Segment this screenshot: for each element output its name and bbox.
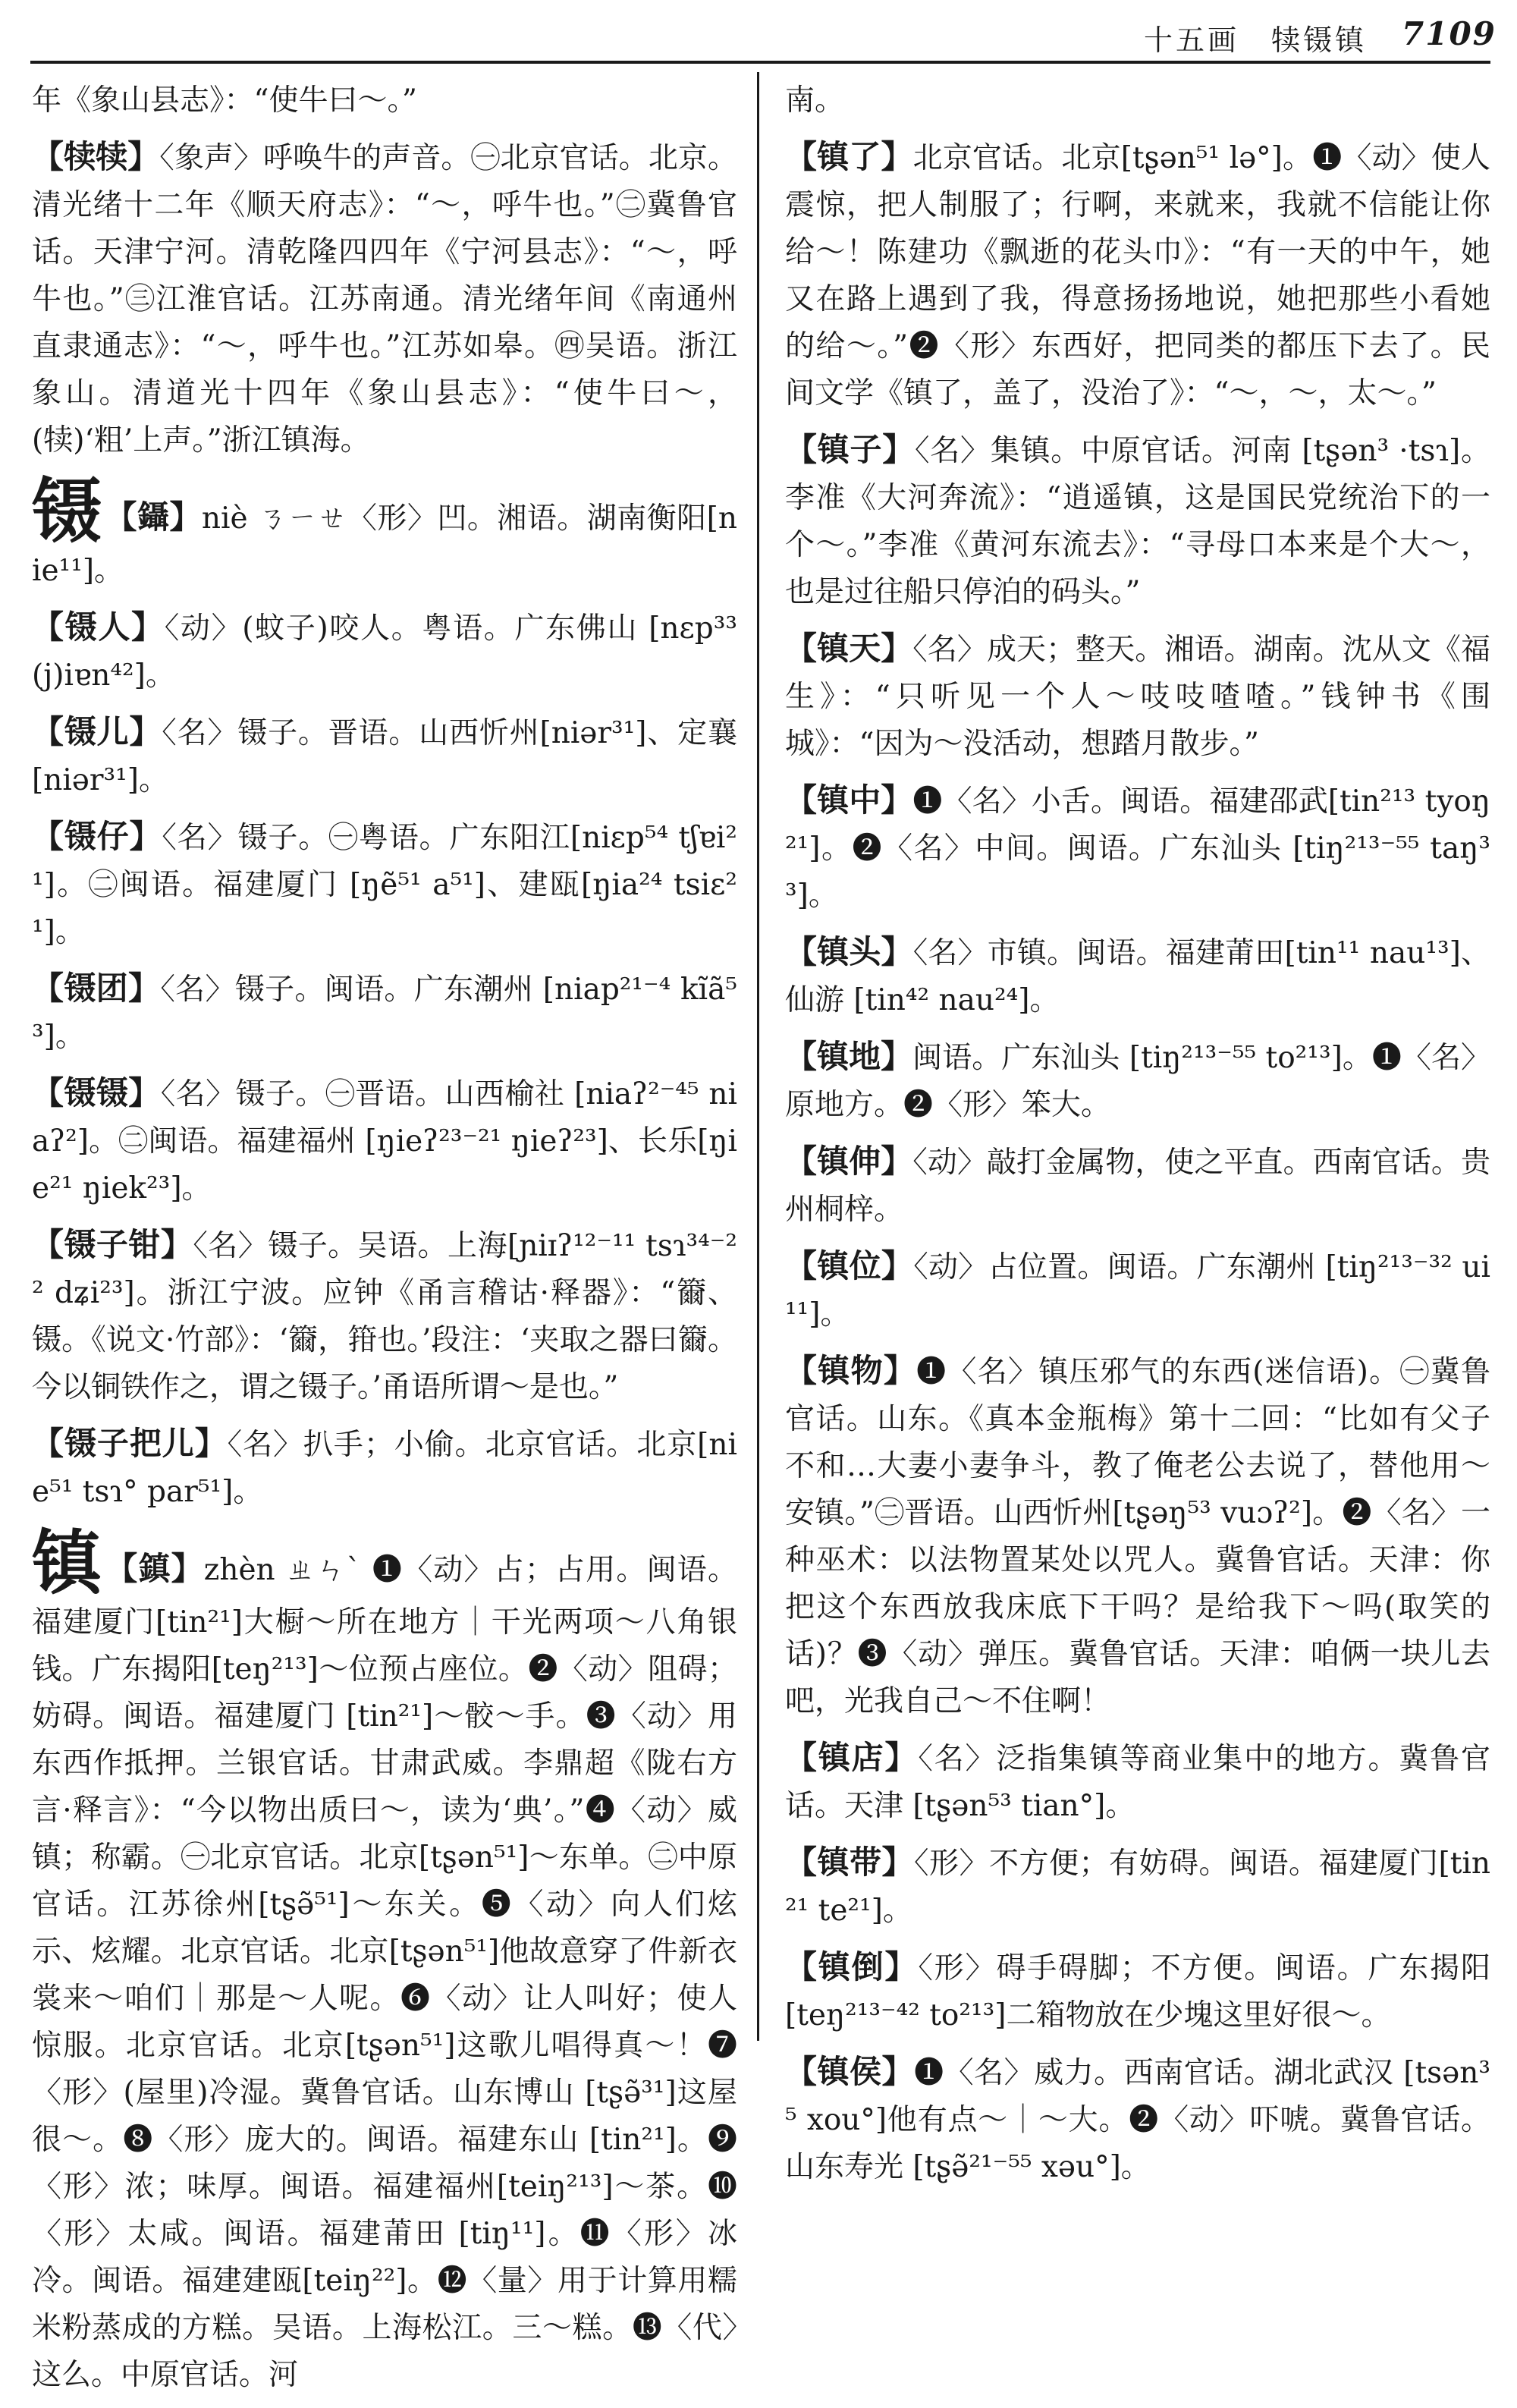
- entry: [32, 604, 737, 699]
- entry-text: 〈动〉占位置。闽语。广东潮州 [tiŋ²¹³⁻³² ui¹¹]。: [785, 1250, 1490, 1331]
- entry-continuation: [785, 76, 1490, 124]
- character-headword: 镇: [32, 1522, 103, 1604]
- entry: [32, 965, 737, 1061]
- entry-headword: 【镇位】: [785, 1247, 914, 1284]
- entry: [32, 1070, 737, 1212]
- entry-headword: 【镊子钳】: [32, 1226, 193, 1263]
- entry-text: 南。: [785, 83, 845, 118]
- entry-text: 〈名〉镊子。㊀晋语。山西榆社 [niaʔ²⁻⁴⁵ niaʔ²]。㊁闽语。福建福州 [ŋieʔ²³⁻²¹ ŋieʔ²³]、长乐[ŋie²¹ ŋiek²³]。: [32, 1077, 737, 1206]
- character-entry: [32, 470, 737, 595]
- entry-headword: 【镇子】: [785, 431, 916, 468]
- entry-text: 〈名〉镊子。吴语。上海[ɲiɪʔ¹²⁻¹¹ tsɿ³⁴⁻²² dʑi²³]。浙江宁波。应钟《甬言稽诂·释器》：“籋、镊。《说文·竹部》：‘籋，箝也。’段注：‘夹取之器曰籋。今以铜铁作之，谓之镊子。’甬语所谓～是也。”: [32, 1229, 737, 1404]
- character-headword: 镊: [32, 470, 102, 552]
- page-number: 7109: [1402, 15, 1497, 52]
- entry-headword: 【鎮】: [105, 1550, 204, 1587]
- entry: [32, 1420, 737, 1516]
- entry-headword: 【镇了】: [785, 138, 913, 175]
- entry-text: 年《象山县志》：“使牛曰～。”: [32, 83, 417, 118]
- entry-text: 〈名〉泛指集镇等商业集中的地方。冀鲁官话。天津 [tʂən⁵³ tian°]。: [785, 1742, 1490, 1823]
- entry-text: 〈名〉成天；整天。湘语。湖南。沈从文《福生》：“只听见一个人～吱吱喳喳。”钱钟书《围城》：“因为～没活动，想踏月散步。”: [785, 633, 1490, 761]
- entry-text: 〈形〉不方便；有妨碍。闽语。福建厦门[tin²¹ te²¹]。: [785, 1847, 1490, 1928]
- entry-headword: 【镊子把儿】: [32, 1425, 228, 1462]
- entry-headword: 【镇头】: [785, 933, 913, 970]
- entry: [785, 1839, 1490, 1935]
- entry-text: 北京官话。北京[tʂən⁵¹ lə°]。❶〈动〉使人震惊，把人制服了；行啊，来就来，我就不信能让你给～！陈建功《飘逝的花头巾》：“有一天的中午，她又在路上遇到了我，得意扬扬地说，她把那些小看她的给～。”❷〈形〉东西好，把同类的都压下去了。民间文学《镇了，盖了，没治了》：“～，～，太～。”: [785, 141, 1490, 410]
- entry-headword: 【镇带】: [785, 1844, 915, 1881]
- entry: [785, 1347, 1490, 1725]
- section-title: 十五画 犊镊镇: [1144, 24, 1368, 57]
- entry: [32, 1221, 737, 1411]
- entry-text: zhèn ㄓㄣˋ ❶〈动〉占；占用。闽语。福建厦门[tin²¹]大橱～所在地方｜干光两项～八角银钱。广东揭阳[teŋ²¹³]～位预占座位。❷〈动〉阻碍；妨碍。闽语。福建厦门 [tin²¹]～骹～手。❸〈动〉用东西作抵押。兰银官话。甘肃武威。李鼎超《陇右方言·释言》：“今以物出质曰～，读为‘典’。”❹〈动〉威镇；称霸。㊀北京官话。北京[tʂən⁵¹]～东单。㊁中原官话。江苏徐州[tʂə̃⁵¹]～东关。❺〈动〉向人们炫示、炫耀。北京官话。北京[tʂən⁵¹]他故意穿了件新衣裳来～咱们｜那是～人呢。❻〈动〉让人叫好；使人惊服。北京官话。北京[tʂən⁵¹]这歌儿唱得真～！❼〈形〉(屋里)冷湿。冀鲁官话。山东博山 [tʂə̃³¹]这屋很～。❽〈形〉庞大的。闽语。福建东山 [tin²¹]。❾〈形〉浓；味厚。闽语。福建福州[teiŋ²¹³]～茶。❿〈形〉太咸。闽语。福建莆田 [tiŋ¹¹]。⓫〈形〉冰冷。闽语。福建建瓯[teiŋ²²]。⓬〈量〉用于计算用糯米粉蒸成的方糕。吴语。上海松江。三～糕。⓭〈代〉这么。中原官话。河: [32, 1553, 737, 2392]
- entry-headword: 【犊犊】: [32, 138, 160, 175]
- header-rule: [30, 61, 1490, 64]
- entry: [785, 1243, 1490, 1338]
- entry: [785, 1734, 1490, 1830]
- left-column: [32, 76, 737, 2408]
- character-entry: [32, 1522, 737, 2399]
- entry-text: 〈动〉(蚊子)咬人。粤语。广东佛山 [nɛp³³ (j)iɐn⁴²]。: [32, 611, 737, 693]
- column-divider: [757, 72, 759, 2041]
- entry-text: ❶〈名〉小舌。闽语。福建邵武[tin²¹³ tyoŋ²¹]。❷〈名〉中间。闽语。广东汕头 [tiŋ²¹³⁻⁵⁵ taŋ³³]。: [785, 784, 1490, 913]
- entry-text: 〈名〉扒手；小偷。北京官话。北京[nie⁵¹ tsɿ° par⁵¹]。: [32, 1428, 737, 1509]
- entry-headword: 【镇中】: [785, 781, 913, 819]
- entry-text: 闽语。广东汕头 [tiŋ²¹³⁻⁵⁵ to²¹³]。❶〈名〉原地方。❷〈形〉笨大。: [785, 1041, 1490, 1122]
- entry-headword: 【镊仔】: [32, 818, 162, 855]
- entry: [785, 2048, 1490, 2191]
- entry-headword: 【镇伸】: [785, 1143, 913, 1180]
- entry-text: 〈动〉敲打金属物，使之平直。西南官话。贵州桐梓。: [785, 1146, 1490, 1227]
- entry-text: 〈名〉集镇。中原官话。河南 [tʂən³ ·tsɿ]。李准《大河奔流》：“逍遥镇，这是国民党统治下的一个～。”李准《黄河东流去》：“寻母口本来是个大～，也是过往船只停泊的码头。”: [785, 434, 1490, 609]
- entry-text: ❶〈名〉镇压邪气的东西(迷信语)。㊀冀鲁官话。山东。《真本金瓶梅》第十二回：“比如有父子不和…大妻小妻争斗，教了俺老公去说了，替他用～安镇。”㊁晋语。山西忻州[tʂəŋ⁵³ vuɔʔ²]。❷〈名〉一种巫术：以法物置某处以咒人。冀鲁官话。天津：你把这个东西放我床底下干吗？是给我下～吗(取笑的话)？❸〈动〉弹压。冀鲁官话。天津：咱俩一块儿去吧，光我自己～不住啊！: [785, 1355, 1490, 1718]
- entry-headword: 【鑷】: [105, 498, 202, 536]
- entry-headword: 【镊人】: [32, 608, 165, 646]
- entry-text: 〈名〉镊子。闽语。广东潮州 [niap²¹⁻⁴ kĩã⁵³]。: [32, 973, 737, 1054]
- entry-text: 〈名〉镊子。晋语。山西忻州[niər³¹]、定襄[niər³¹]。: [32, 716, 737, 797]
- entry-headword: 【镇地】: [785, 1038, 913, 1075]
- entry: [785, 1944, 1490, 2039]
- entry: [32, 134, 737, 464]
- entry-text: niè ㄋㄧㄝ〈形〉凹。湘语。湖南衡阳[nie¹¹]。: [32, 501, 737, 588]
- entry-continuation: [32, 76, 737, 124]
- entry: [785, 1138, 1490, 1234]
- entry: [785, 134, 1490, 417]
- entry-headword: 【镇倒】: [785, 1948, 919, 1985]
- entry-headword: 【镇天】: [785, 630, 913, 667]
- entry-text: 〈象声〉呼唤牛的声音。㊀北京官话。北京。清光绪十二年《顺天府志》：“～，呼牛也。”㊁冀鲁官话。天津宁河。清乾隆四四年《宁河县志》：“～，呼牛也。”㊂江淮官话。江苏南通。清光绪年间《南通州直隶通志》：“～，呼牛也。”江苏如皋。㊃吴语。浙江象山。清道光十四年《象山县志》：“使牛曰～，(犊)‘粗’上声。”浙江镇海。: [32, 141, 737, 457]
- entry: [32, 813, 737, 956]
- right-column: [785, 76, 1490, 2200]
- entry: [785, 777, 1490, 920]
- entry: [785, 929, 1490, 1024]
- entry: [785, 1033, 1490, 1129]
- page-header: [30, 0, 1497, 59]
- entry: [785, 426, 1490, 616]
- entry: [32, 709, 737, 804]
- entry-headword: 【镊团】: [32, 970, 161, 1007]
- entry-text: ❶〈名〉威力。西南官话。湖北武汉 [tsən³⁵ xou°]他有点～｜～大。❷〈动〉吓唬。冀鲁官话。山东寿光 [tʂə̃²¹⁻⁵⁵ xəu°]。: [785, 2056, 1490, 2184]
- entry: [785, 625, 1490, 768]
- entry-text: 〈名〉市镇。闽语。福建莆田[tin¹¹ nau¹³]、仙游 [tin⁴² nau²⁴]。: [785, 936, 1490, 1017]
- entry-headword: 【镇物】: [785, 1352, 917, 1389]
- entry-headword: 【镊儿】: [32, 713, 162, 750]
- entry-headword: 【镊镊】: [32, 1074, 161, 1111]
- entry-text: 〈形〉碍手碍脚；不方便。闽语。广东揭阳 [teŋ²¹³⁻⁴² to²¹³]二箱物放在少塊这里好很～。: [785, 1951, 1490, 2032]
- entry-headword: 【镇侯】: [785, 2053, 915, 2090]
- entry-text: 〈名〉镊子。㊀粤语。广东阳江[niɛp⁵⁴ tʃɐi²¹]。㊁闽语。福建厦门 [ŋẽ⁵¹ a⁵¹]、建瓯[ŋia²⁴ tsiɛ²¹]。: [32, 821, 737, 949]
- entry-headword: 【镇店】: [785, 1739, 919, 1776]
